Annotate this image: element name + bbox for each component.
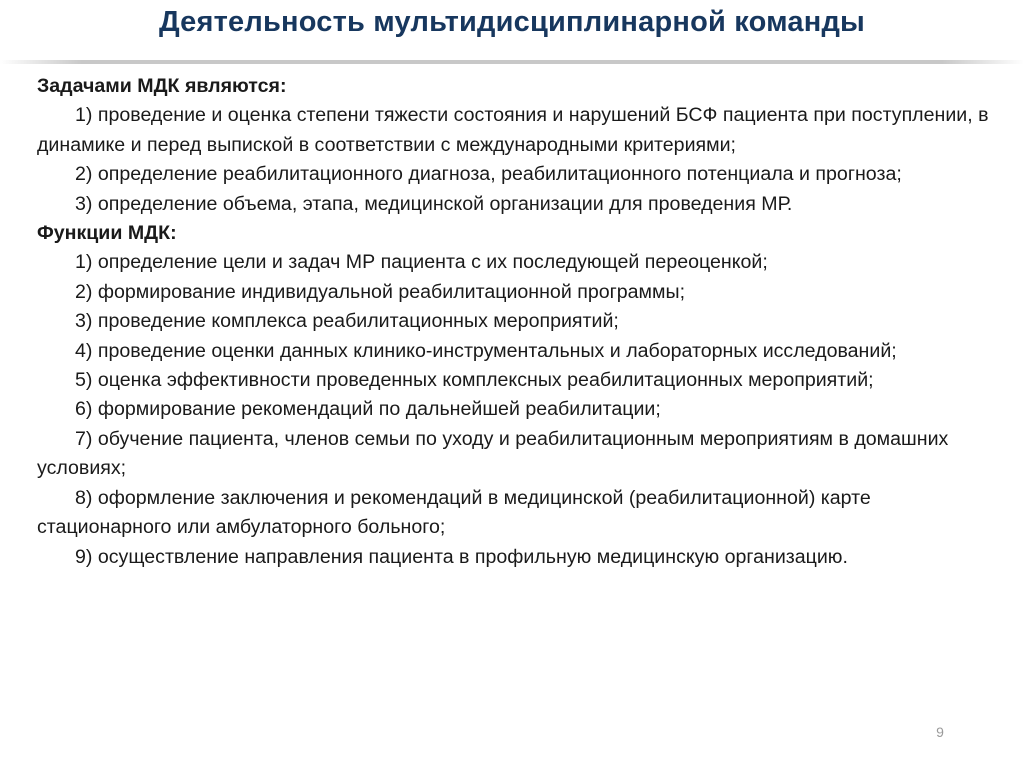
section-heading-tasks: Задачами МДК являются: xyxy=(37,75,287,97)
list-item: 6) формирование рекомендаций по дальнейшей реабилитации; xyxy=(75,398,661,421)
slide-content xyxy=(37,72,999,572)
list-item: 9) осуществление направления пациента в профильную медицинскую организацию. xyxy=(75,545,848,568)
list-item: 2) формирование индивидуальной реабилитационной программы; xyxy=(75,280,686,303)
list-item: 5) оценка эффективности проведенных комплексных реабилитационных мероприятий; xyxy=(75,369,874,392)
list-item: 4) проведение оценки данных клинико-инструментальных и лабораторных исследований; xyxy=(75,339,897,362)
slide-title: Деятельность мультидисциплинарной команды xyxy=(158,6,866,38)
section-heading-functions: Функции МДК: xyxy=(37,222,177,245)
list-item: 3) определение объема, этапа, медицинской организации для проведения МР. xyxy=(75,192,793,215)
list-item: 1) проведение и оценка степени тяжести состояния и нарушений БСФ пациента при поступлении, в динамике и перед выпиской в соответствии с международными критериями; xyxy=(37,104,989,156)
list-item: 3) проведение комплекса реабилитационных мероприятий; xyxy=(75,310,619,333)
list-item: 1) определение цели и задач МР пациента с их последующей переоценкой; xyxy=(75,251,768,274)
list-item: 7) обучение пациента, членов семьи по уходу и реабилитационным мероприятиям в домашних условиях; xyxy=(37,427,949,480)
page-number: 9 xyxy=(936,724,944,740)
list-item: 2) определение реабилитационного диагноза, реабилитационного потенциала и прогноза; xyxy=(75,163,902,186)
list-item: 8) оформление заключения и рекомендаций в медицинской (реабилитационной) карте стационарного или амбулаторного больного; xyxy=(37,486,871,539)
title-divider xyxy=(0,60,1024,64)
